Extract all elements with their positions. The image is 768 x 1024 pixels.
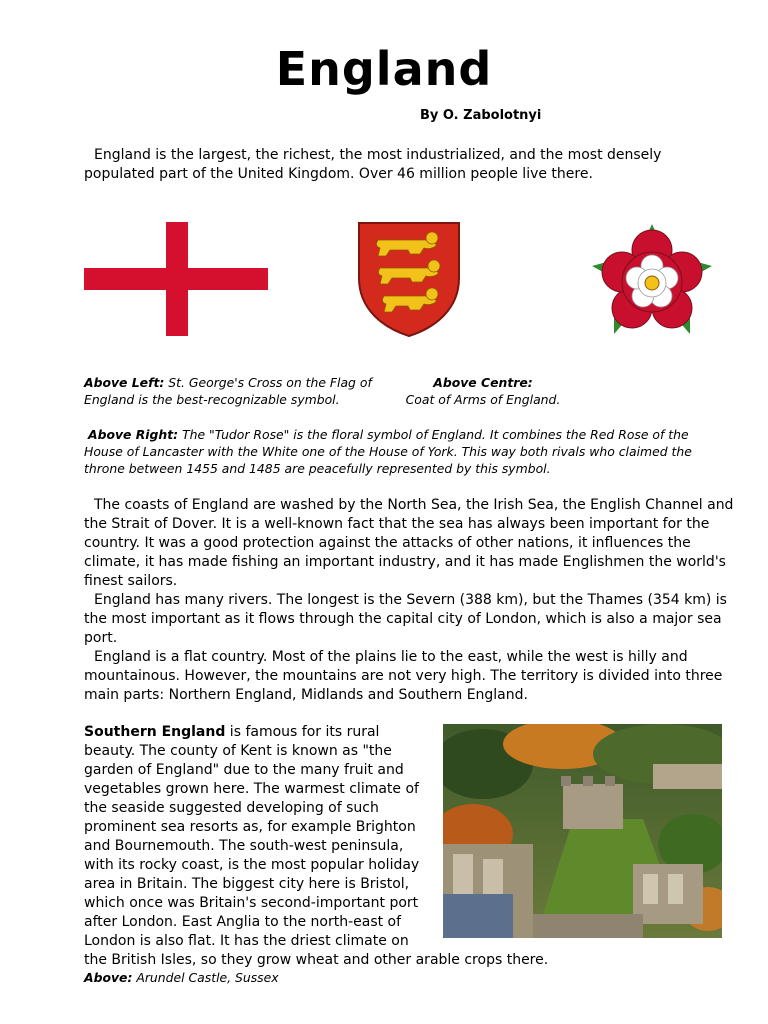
southern-england-paragraph bbox=[84, 723, 429, 951]
caption-right-text: The "Tudor Rose" is the floral symbol of England. It combines the Red Rose of the House of Lancaster with the White one of the House of York. This way both rivals who claimed the throne between 1455 and 1485 are peacefully represented by this symbol. bbox=[84, 427, 692, 476]
intro-paragraph: England is the largest, the richest, the most industrialized, and the most densely populated part of the United Kingdom. Over 46 million people live there. bbox=[84, 147, 662, 182]
body-paragraph-coasts: The coasts of England are washed by the North Sea, the Irish Sea, the English Channel and the Strait of Dover. It is a well-known fact that the sea has always been important for the country. It was a good protection against the attacks of other nations, it influences the climate, it has made fishing an important industry, and it has made Englishmen the world's finest sailors. bbox=[84, 497, 734, 589]
author-byline: By O. Zabolotnyi bbox=[420, 108, 542, 123]
caption-left bbox=[84, 374, 394, 408]
caption-centre-text: Coat of Arms of England. bbox=[405, 392, 561, 407]
caption-right bbox=[84, 426, 724, 477]
caption-right-label: Above Right: bbox=[88, 427, 179, 442]
coat-of-arms-shield bbox=[356, 220, 462, 338]
southern-england-tail: the British Isles, so they grow wheat and other arable crops there. bbox=[84, 952, 549, 968]
caption-centre bbox=[398, 374, 568, 408]
caption-left-label: Above Left: bbox=[84, 375, 165, 390]
tudor-rose bbox=[590, 222, 714, 336]
castle-caption-text: Arundel Castle, Sussex bbox=[132, 970, 279, 985]
arundel-castle-photo bbox=[443, 724, 722, 938]
castle-caption bbox=[84, 969, 484, 986]
body-paragraph-rivers: England has many rivers. The longest is the Severn (388 km), but the Thames (354 km) is the most important as it flows through the capital city of London, which is also a major sea port. bbox=[84, 592, 727, 646]
st-georges-cross-flag bbox=[84, 222, 268, 336]
caption-centre-label: Above Centre: bbox=[433, 375, 533, 390]
castle-caption-label: Above: bbox=[84, 970, 133, 985]
body-paragraph-relief: England is a flat country. Most of the plains lie to the east, while the west is hilly and mountainous. However, the mountains are not very high. The territory is divided into three main parts: Northern England, Midlands and Southern England. bbox=[84, 649, 723, 703]
southern-england-text: is famous for its rural beauty. The county of Kent is known as "the garden of England" due to the many fruit and vegetables grown here. The warmest climate of the seaside suggested developing of such prominent sea resorts as, for example Brighton and Bournemouth. The south-west peninsula, with its rocky coast, is the most popular holiday area in Britain. The biggest city here is Bristol, which once was Britain's second-important port after London. East Anglia to the north-east of London is also flat. It has the driest climate on bbox=[84, 724, 420, 949]
southern-england-heading: Southern England bbox=[84, 724, 226, 740]
page-title: England bbox=[275, 42, 493, 96]
caption-left-text: St. George's Cross on the Flag of England is the best-recognizable symbol. bbox=[84, 375, 372, 407]
